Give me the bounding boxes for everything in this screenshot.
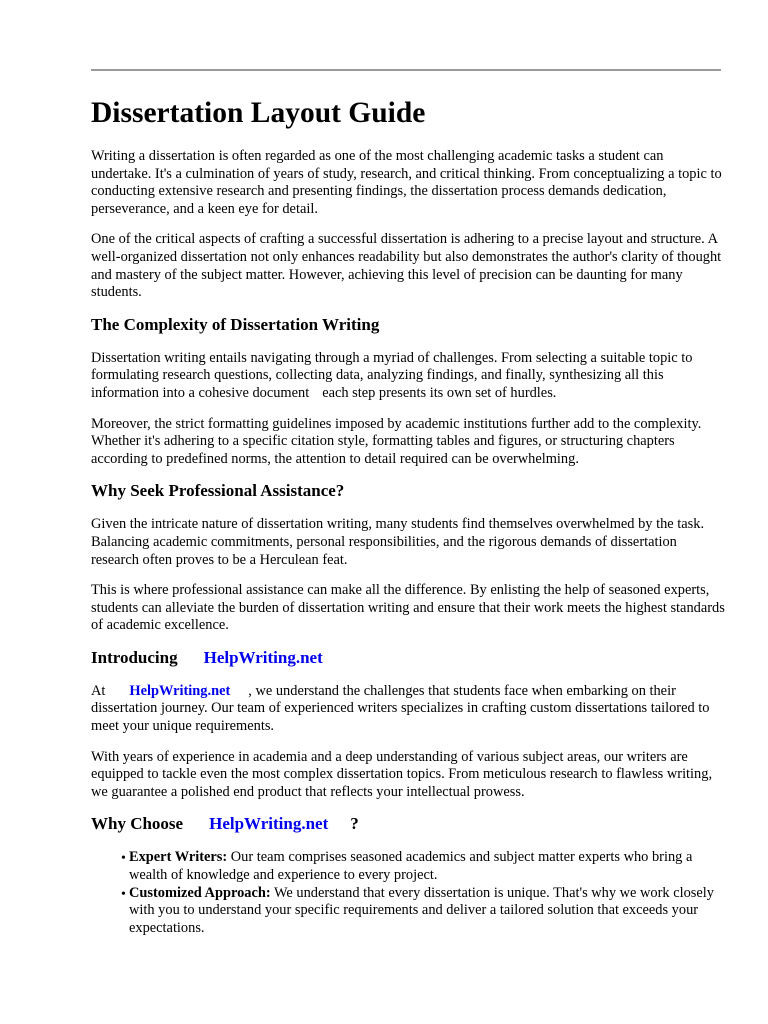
list-item-text: We understand that every dissertation is unique. That's why we work closely with you to understand your specific requirements and deliver a tailored solution that exceeds your expectations.: [129, 884, 714, 936]
complexity-p1-b: each step presents its own set of hurdles.: [322, 384, 557, 401]
complexity-paragraph-2: Moreover, the strict formatting guidelines imposed by academic institutions further add to the complexity. Whether it's adhering to a specific citation style, formatting tables and figures, or structuring chapters according to predefined norms, the attention to detail required can be overwhelming.: [91, 415, 702, 467]
bullet-icon: •: [121, 886, 126, 902]
complexity-paragraph-1: [91, 350, 727, 403]
introducing-paragraph-1: [91, 683, 727, 736]
intro-paragraph: Writing a dissertation is often regarded as one of the most challenging academic tasks a student can undertake. It's a culmination of years of study, research, and critical thinking. From conceptualizing a topic to conducting extensive research and presenting findings, the dissertation process demands dedication, perseverance, and a keen eye for detail.: [91, 148, 722, 217]
introducing-heading: [91, 648, 727, 668]
page-title: Dissertation Layout Guide: [91, 97, 426, 129]
why-choose-heading: [91, 814, 727, 834]
why-seek-paragraph-1: Given the intricate nature of dissertation writing, many students find themselves overwhelmed by the task. Balancing academic commitments, personal responsibilities, and the rigorous demands of dissertation research often proves to be a Herculean feat.: [91, 516, 705, 568]
why-choose-suffix: ?: [350, 814, 359, 834]
list-item-label: Expert Writers:: [129, 849, 228, 866]
list-item-text: Our team comprises seasoned academics and subject matter experts who bring a wealth of knowledge and experience to every project.: [129, 849, 693, 884]
bullet-icon: •: [121, 851, 126, 867]
complexity-heading: The Complexity of Dissertation Writing: [91, 314, 380, 334]
introducing-p1-prefix: At: [91, 682, 106, 699]
why-choose-brand-link[interactable]: HelpWriting.net: [209, 814, 329, 834]
why-seek-heading: Why Seek Professional Assistance?: [91, 481, 345, 501]
layout-paragraph: One of the critical aspects of crafting a successful dissertation is adhering to a precise layout and structure. A well-organized dissertation not only enhances readability but also demonstrates the author's clarity of thought and mastery of the subject matter. However, achieving this level of precision can be daunting for many students.: [91, 231, 722, 301]
introducing-paragraph-2: With years of experience in academia and a deep understanding of various subject areas, our writers are equipped to tackle even the most complex dissertation topics. From meticulous research to flawless writing, we guarantee a polished end product that reflects your intellectual prowess.: [91, 748, 713, 800]
introducing-p1-brand-link[interactable]: HelpWriting.net: [129, 682, 231, 699]
introducing-p1-rest: , we understand the challenges that students face when embarking on their dissertation journey. Our team of experienced writers specializes in crafting custom dissertations tailored to meet your unique requirements.: [91, 682, 710, 735]
document-body: [91, 96, 727, 937]
complexity-p1-a: Dissertation writing entails navigating through a myriad of challenges. From selecting a suitable topic to formulating research questions, collecting data, analyzing findings, and finally, synthesizing all this information into a cohesive document: [91, 349, 693, 401]
list-item-label: Customized Approach:: [129, 884, 271, 901]
why-seek-paragraph-2: This is where professional assistance can make all the difference. By enlisting the help of seasoned experts, students can alleviate the burden of dissertation writing and ensure that their work meets the highest standards of academic excellence.: [91, 582, 725, 634]
list-item: [121, 885, 727, 938]
introducing-brand-link[interactable]: HelpWriting.net: [203, 647, 323, 667]
why-choose-prefix: Why Choose: [91, 814, 184, 834]
benefits-list: [91, 849, 727, 937]
top-divider: [91, 69, 721, 71]
list-item: [121, 849, 727, 884]
introducing-heading-prefix: Introducing: [91, 647, 178, 667]
